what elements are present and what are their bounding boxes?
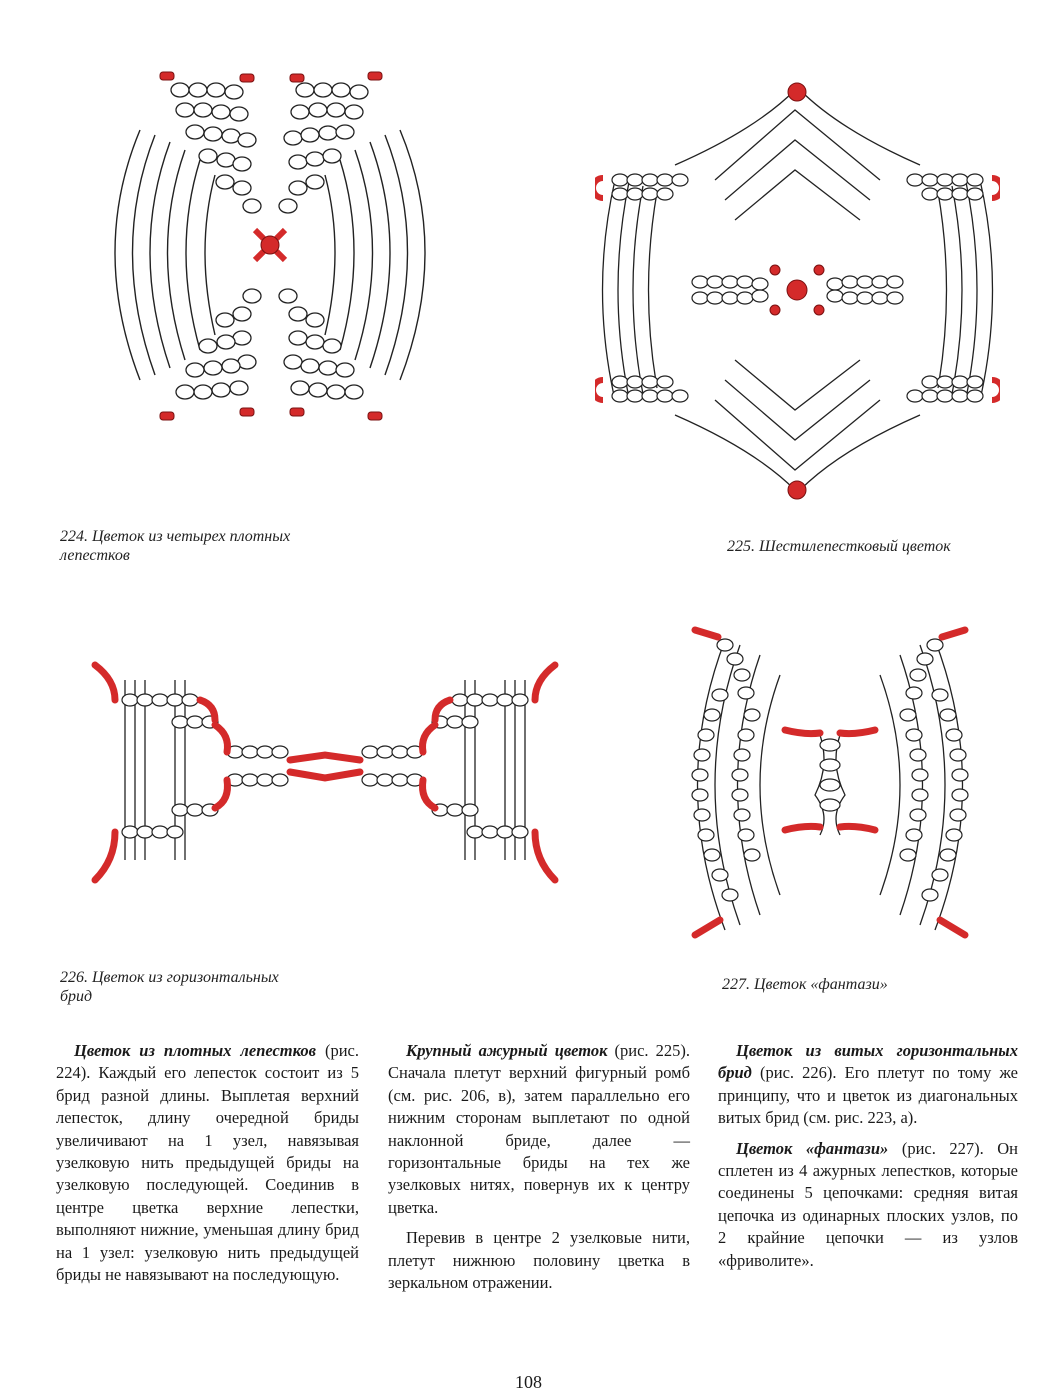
page-number: 108: [515, 1372, 542, 1392]
figure-227-caption: [722, 975, 1022, 994]
figure-224-number: 224.: [60, 528, 88, 545]
figure-225-caption-text: Шестилепестковый цветок: [759, 538, 951, 555]
figure-226-caption-line2: брид: [60, 988, 93, 1005]
figure-224-caption: [60, 527, 390, 565]
text-column-2: [388, 1040, 690, 1302]
figure-225-number: 225.: [727, 538, 755, 555]
figure-226-horizontal-brides-flower: [85, 660, 565, 890]
paragraph-openwork-flower: [388, 1040, 690, 1219]
paragraph-lead: Крупный ажурный цветок: [406, 1041, 608, 1060]
figure-226-number: 226.: [60, 969, 88, 986]
figure-225-caption: [727, 537, 1027, 556]
figure-227-number: 227.: [722, 976, 750, 993]
text-column-3: [718, 1040, 1018, 1280]
text-column-1: [56, 1040, 359, 1294]
paragraph-text: (рис. 227). Он сплетен из 4 ажурных лепестков, которые соединены 5 цепочками: средняя витая цепочка из одинарных плоских узлов, по 2 крайние цепочки — из узлов «фриволите».: [718, 1138, 1019, 1270]
figure-226-caption: [60, 968, 390, 1006]
paragraph-text: (рис. 226). Его плетут по тому же принципу, что и цветок из диагональных витых брид (см. рис. 223, а).: [718, 1063, 1018, 1128]
figure-225-six-petal-flower: [595, 70, 1000, 510]
figure-227-caption-text: Цветок «фантази»: [754, 976, 888, 993]
paragraph-text: (рис. 224). Каждый его лепесток состоит из 5 брид разной длины. Выплетая верхний лепесток, длину очередной бриды увеличивают на 1 узел, навязывая узелковую нить предыдущей бриды на узелковую последующей. Соединив в центре цветка верхние лепестки, выполняют нижние, уменьшая длину брид на 1 узел: узелковую нить предыдущей бриды не навязывают на последующую.: [56, 1041, 359, 1285]
figure-227-fantasy-flower: [680, 615, 980, 950]
paragraph-text: Перевив в центре 2 узелковые нити, плетут нижнюю половину цветка в зеркальном отражении.: [388, 1228, 690, 1293]
paragraph-mirror-half: [388, 1227, 690, 1294]
figure-224-caption-line1: Цветок из четырех плотных: [92, 528, 291, 545]
paragraph-text: (рис. 225). Сначала плетут верхний фигурный ромб (см. рис. 206, в), затем параллельно его нижним сторонам выплетают по одной наклонной бриде, далее — горизонтальные бриды на тех же узелковых нитях, повернув их к центру цветка.: [388, 1041, 690, 1217]
figure-224-caption-line2: лепестков: [60, 547, 130, 564]
paragraph-lead: Цветок из витых горизонтальных брид: [718, 1041, 1018, 1083]
paragraph-lead: Цветок «фантази»: [736, 1138, 889, 1158]
paragraph-fantasy-flower: [718, 1138, 1018, 1272]
figure-224-four-petal-flower: [100, 60, 440, 440]
paragraph-lead: Цветок из плотных лепестков: [74, 1041, 316, 1060]
paragraph-four-petal-flower: [56, 1040, 359, 1286]
figure-226-caption-line1: Цветок из горизонтальных: [92, 969, 279, 986]
paragraph-twisted-brides-flower: [718, 1040, 1018, 1130]
